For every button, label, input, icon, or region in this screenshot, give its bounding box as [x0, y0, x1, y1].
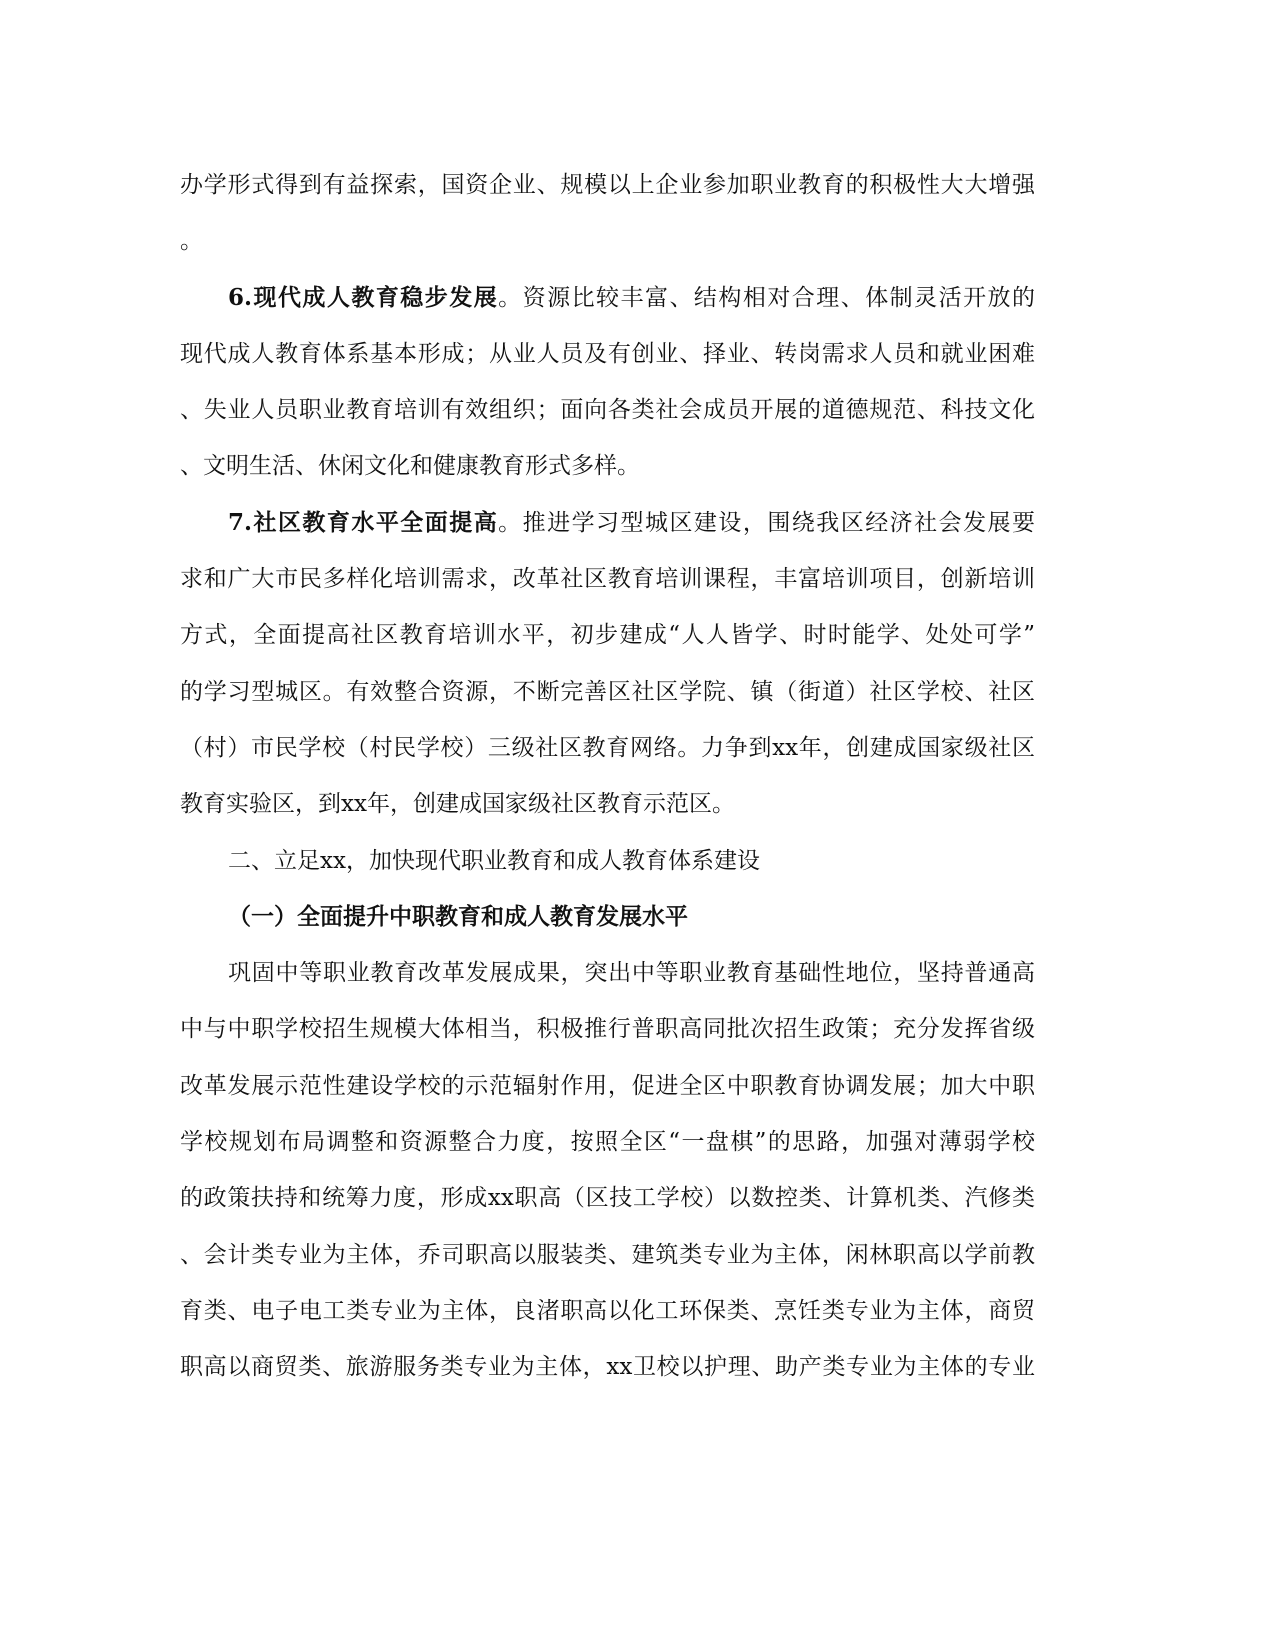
line-text: 。 [180, 228, 203, 255]
text-line [180, 776, 1035, 832]
text-line [180, 1283, 1035, 1339]
line-text: 教育实验区，到xx年，创建成国家级社区教育示范区。 [180, 791, 735, 818]
section-item-7-line [180, 495, 1035, 551]
line-text: 现代成人教育体系基本形成；从业人员及有创业、择业、转岗需求人员和就业困难 [180, 340, 1035, 367]
section-item-6-line [180, 270, 1035, 326]
subsection-heading-text: （一）全面提升中职教育和成人教育发展水平 [228, 902, 688, 930]
line-text: 、会计类专业为主体，乔司职高以服装类、建筑类专业为主体，闲林职高以学前教 [180, 1241, 1035, 1268]
chapter-heading-text: 二、立足xx，加快现代职业教育和成人教育体系建设 [228, 847, 760, 874]
line-text: 。推进学习型城区建设，围绕我区经济社会发展要 [498, 509, 1035, 536]
line-text: 学校规划布局调整和资源整合力度，按照全区“一盘棋”的思路，加强对薄弱学校 [180, 1129, 1035, 1156]
line-text: 办学形式得到有益探索，国资企业、规模以上企业参加职业教育的积极性大大增强 [180, 172, 1035, 198]
text-line [180, 382, 1035, 438]
text-line [180, 1170, 1035, 1226]
text-line [180, 1114, 1035, 1170]
line-text: 求和广大市民多样化培训需求，改革社区教育培训课程，丰富培训项目，创新培训 [180, 566, 1035, 593]
line-text: 、失业人员职业教育培训有效组织；面向各类社会成员开展的道德规范、科技文化 [180, 397, 1035, 424]
document-body [180, 157, 1035, 1396]
line-text: 。资源比较丰富、结构相对合理、体制灵活开放的 [498, 284, 1035, 311]
line-text: 育类、电子电工类专业为主体，良渚职高以化工环保类、烹饪类专业为主体，商贸 [180, 1297, 1035, 1324]
line-text: 、文明生活、休闲文化和健康教育形式多样。 [180, 453, 640, 480]
line-text: （村）市民学校（村民学校）三级社区教育网络。力争到xx年，创建成国家级社区 [180, 734, 1035, 761]
text-line [180, 607, 1035, 663]
text-line [180, 1058, 1035, 1114]
text-line [180, 326, 1035, 382]
text-line [180, 1339, 1035, 1395]
text-line [180, 945, 1035, 1001]
line-text: 中与中职学校招生规模大体相当，积极推行普职高同批次招生政策；充分发挥省级 [180, 1016, 1035, 1043]
line-text: 的政策扶持和统筹力度，形成xx职高（区技工学校）以数控类、计算机类、汽修类 [180, 1185, 1035, 1212]
section-item-7-title: 7.社区教育水平全面提高 [228, 508, 499, 536]
chapter-heading [180, 833, 1035, 889]
text-line [180, 1001, 1035, 1057]
text-line [180, 664, 1035, 720]
text-line [180, 157, 1035, 213]
line-text: 职高以商贸类、旅游服务类专业为主体，xx卫校以护理、助产类专业为主体的专业 [180, 1354, 1035, 1381]
text-line [180, 720, 1035, 776]
line-text: 巩固中等职业教育改革发展成果，突出中等职业教育基础性地位，坚持普通高 [228, 960, 1035, 987]
subsection-heading [180, 889, 1035, 945]
line-text: 改革发展示范性建设学校的示范辐射作用，促进全区中职教育协调发展；加大中职 [180, 1072, 1035, 1099]
text-line [180, 213, 1035, 269]
text-line [180, 438, 1035, 494]
section-item-6-title: 6.现代成人教育稳步发展 [228, 283, 499, 311]
line-text: 方式，全面提高社区教育培训水平，初步建成“人人皆学、时时能学、处处可学” [180, 622, 1035, 649]
text-line [180, 551, 1035, 607]
text-line [180, 1227, 1035, 1283]
line-text: 的学习型城区。有效整合资源，不断完善区社区学院、镇（街道）社区学校、社区 [180, 678, 1035, 705]
